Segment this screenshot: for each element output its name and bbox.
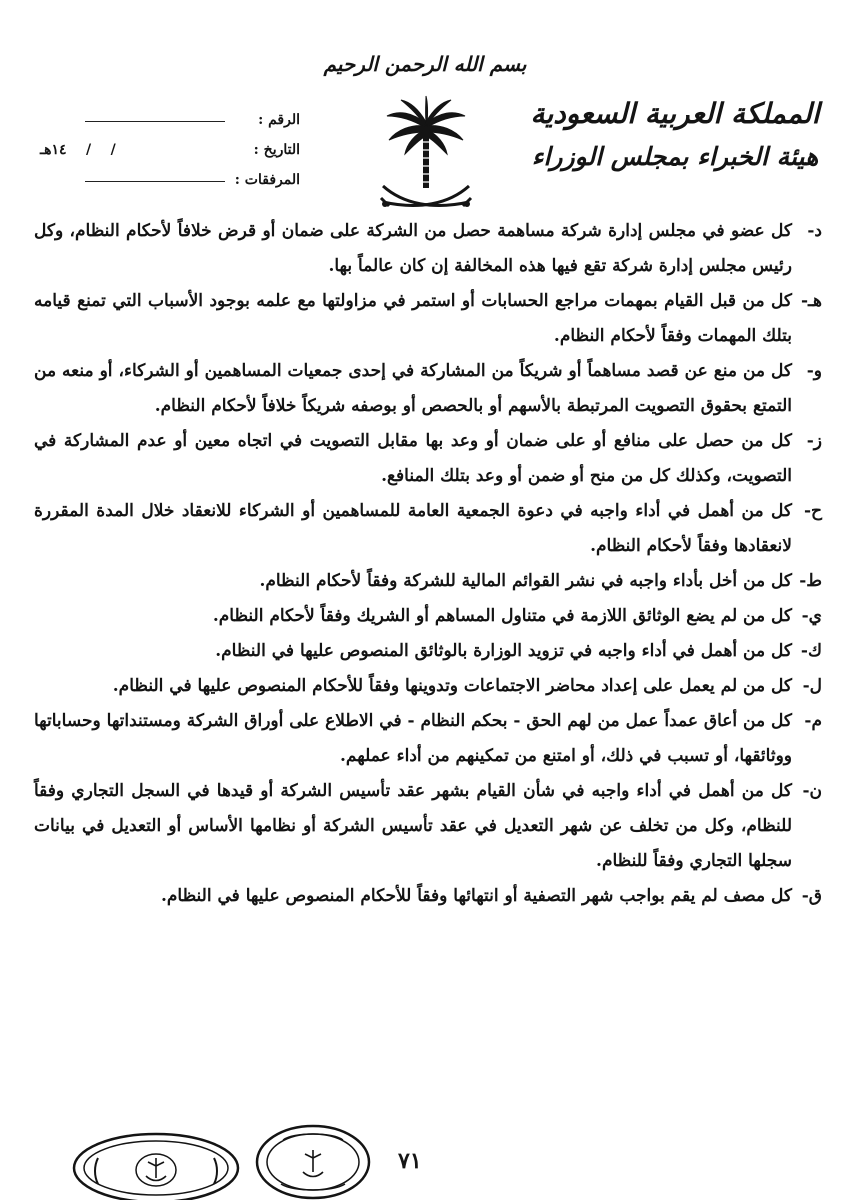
experts-commission-seal-icon <box>70 1128 242 1200</box>
clause-text: كل عضو في مجلس إدارة شركة مساهمة حصل من الشركة على ضمان أو قرض خلافاً لأحكام النظام، وكل رئيس مجلس إدارة شركة تقع فيها هذه المخالفة إن كان عالماً بها. <box>34 221 792 276</box>
attachments-label: المرفقات : <box>234 172 300 188</box>
clause-text: كل من أهمل في أداء واجبه في شأن القيام بشهر عقد تأسيس الشركة أو قيدها في السجل التجاري وفقاً للنظام، وكل من تخلف عن شهر التعديل في عقد تأسيس الشركة أو نظامها الأساس أو التعديل في بيانات سجلها التجاري وفقاً للنظام. <box>34 781 792 871</box>
clause-mark: ق- <box>801 886 822 906</box>
clause-mark: د- <box>807 221 822 241</box>
clause-text: كل من لم يعمل على إعداد محاضر الاجتماعات وتدوينها وفقاً للأحكام المنصوص عليها في النظام. <box>112 676 792 696</box>
clause <box>34 214 822 284</box>
clause-mark: ز- <box>806 431 822 451</box>
clause <box>34 879 822 914</box>
page-number: ٧١ <box>398 1148 422 1174</box>
clause <box>34 354 822 424</box>
clause <box>34 774 822 879</box>
clause-mark: ط- <box>799 571 822 591</box>
clause <box>34 284 822 354</box>
date-value: / / ١٤هـ <box>40 142 116 158</box>
clause-mark: م- <box>804 711 822 731</box>
clause <box>34 494 822 564</box>
clause <box>34 424 822 494</box>
clause-text: كل من لم يضع الوثائق اللازمة في متناول المساهم أو الشريك وفقاً لأحكام النظام. <box>212 606 792 626</box>
clause-text: كل من منع عن قصد مساهماً أو شريكاً من المشاركة في إحدى جمعيات المساهمين أو الشركاء، أو منعه من التمتع بحقوق التصويت المرتبطة بالأسهم أو بالحصص أو بوصفه شريكاً خلافاً لأحكام النظام. <box>34 361 792 416</box>
basmala: بسم الله الرحمن الرحيم <box>323 52 527 76</box>
clause-text: كل من أهمل في أداء واجبه في دعوة الجمعية العامة للمساهمين أو الشركاء للانعقاد خلال المدة المقررة لانعقادها وفقاً لأحكام النظام. <box>34 501 792 556</box>
document-body <box>34 214 822 914</box>
clause-text: كل من قبل القيام بمهمات مراجع الحسابات أو استمر في مزاولتها مع علمه بوجود الأسباب التي تمنع قيامه بتلك المهمات وفقاً لأحكام النظام. <box>34 291 792 346</box>
clause-text: كل من أهمل في أداء واجبه في تزويد الوزارة بالوثائق المنصوص عليها في النظام. <box>215 641 792 661</box>
date-label: التاريخ : <box>253 142 300 158</box>
attachments-row <box>40 172 300 202</box>
clause-mark: ي- <box>801 606 822 626</box>
org-name-country: المملكة العربية السعودية <box>530 97 820 130</box>
reference-number-row <box>40 112 300 142</box>
reference-number-line <box>85 121 225 122</box>
clause-text: كل من أخل بأداء واجبه في نشر القوائم المالية للشركة وفقاً لأحكام النظام. <box>259 571 792 591</box>
clause-text: كل مصف لم يقم بواجب شهر التصفية أو انتهائها وفقاً للأحكام المنصوص عليها في النظام. <box>160 886 792 906</box>
clause <box>34 599 822 634</box>
clause <box>34 634 822 669</box>
clause-mark: ك- <box>800 641 822 661</box>
issuing-organization <box>525 92 825 178</box>
clause-mark: هـ- <box>800 291 822 311</box>
clause <box>34 669 822 704</box>
reference-block <box>40 112 300 202</box>
clause-mark: ح- <box>803 501 822 521</box>
palm-swords-emblem-icon <box>373 94 479 218</box>
general-secretariat-seal-icon <box>253 1120 373 1200</box>
org-name-agency: هيئة الخبراء بمجلس الوزراء <box>531 142 819 171</box>
clause-text: كل من حصل على منافع أو على ضمان أو وعد بها مقابل التصويت في اتجاه معين أو عدم المشاركة في التصويت، وكذلك كل من منح أو ضمن أو وعد بتلك المنافع. <box>34 431 792 486</box>
clause <box>34 704 822 774</box>
clause-mark: ن- <box>802 781 822 801</box>
clause-text: كل من أعاق عمداً عمل من لهم الحق - بحكم النظام - في الاطلاع على أوراق الشركة ومستنداتها وحساباتها ووثائقها، أو تسبب في ذلك، أو امتنع من تمكينهم من أداء عملهم. <box>34 711 792 766</box>
attachments-line <box>85 181 225 182</box>
clause <box>34 564 822 599</box>
reference-number-label: الرقم : <box>258 112 300 128</box>
clause-mark: ل- <box>802 676 822 696</box>
date-row <box>40 142 300 172</box>
clause-mark: و- <box>806 361 822 381</box>
